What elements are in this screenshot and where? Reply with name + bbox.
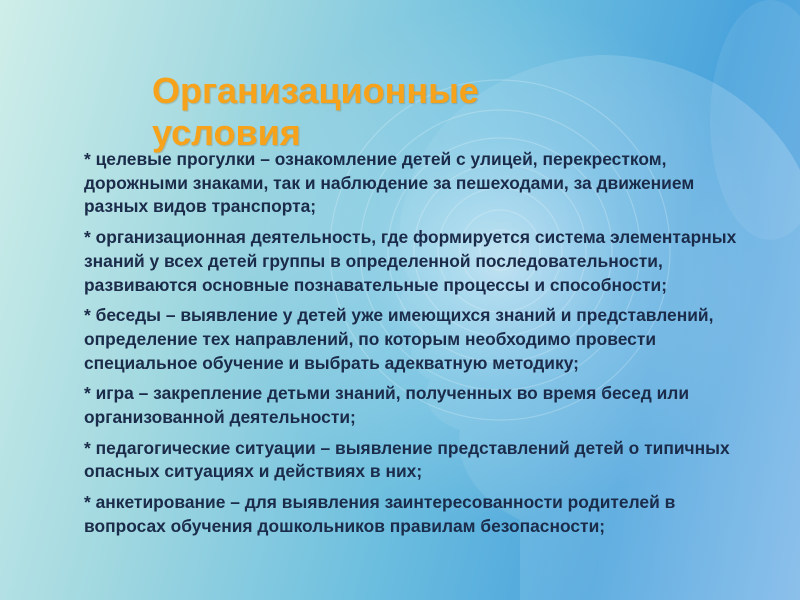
bullet-paragraph: * педагогические ситуации – выявление представлений детей о типичных опасных ситуациях и действиях в них; (84, 437, 730, 482)
bullet-paragraph: * анкетирование – для выявления заинтересованности родителей в вопросах обучения дошкольников правилам безопасности; (84, 492, 676, 536)
bullet-paragraph: * игра – закрепление детьми знаний, полученных во время бесед или организованной деятельности; (84, 383, 690, 428)
bullet-paragraph: * целевые прогулки – ознакомление детей с улицей, перекрестком, дорожными знаками, так и наблюдение за пешеходами, за движением разных видов транспорта; (84, 149, 695, 217)
slide-title: Организационные условия (152, 70, 479, 153)
bullet-paragraph: * беседы – выявление у детей уже имеющихся знаний и представлений, определение тех направлений, по которым необходимо провести специальное обучение и выбрать адекватную методику; (84, 305, 714, 373)
bullet-paragraph: * организационная деятельность, где формируется система элементарных знаний у всех детей группы в определенной последовательности, развиваются основные познавательные процессы и способности; (84, 227, 737, 295)
slide-body (84, 148, 744, 546)
